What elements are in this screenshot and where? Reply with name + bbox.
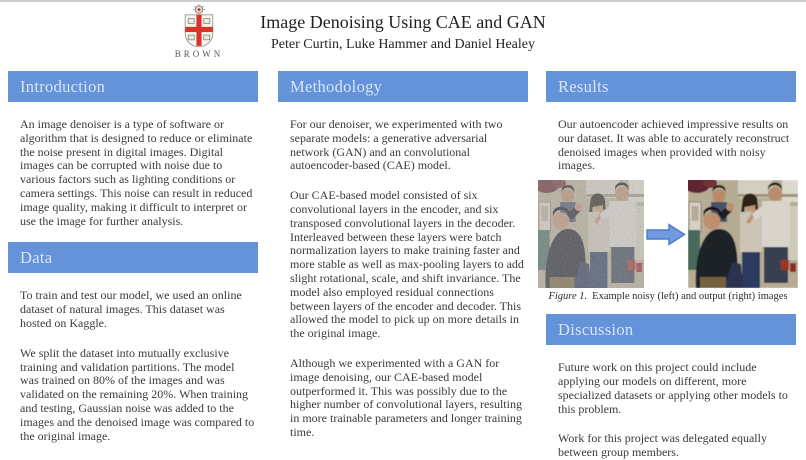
section-heading-introduction xyxy=(8,71,258,102)
section-heading-data xyxy=(8,242,258,273)
discussion-paragraph: Work for this project was delegated equally between group members. xyxy=(558,431,767,460)
denoised-output-image xyxy=(688,180,798,288)
methodology-paragraph: Although we experimented with a GAN for image denoising, our CAE-based model outperformed it. This was possibly due to the higher number of convolutional layers, resulting in more trainable parameters and longer training time. xyxy=(290,355,522,439)
figure-label: Figure 1. xyxy=(548,291,588,303)
figure-caption-text: Example noisy (left) and output (right) images xyxy=(592,291,788,303)
discussion-paragraph: Future work on this project could include applying our models on different, more specialized datasets or applying other models to this problem. xyxy=(558,360,788,416)
section-heading-label: Results xyxy=(558,76,609,96)
noisy-input-image xyxy=(538,180,644,288)
data-paragraph: To train and test our model, we used an online dataset of natural images. This dataset was hosted on Kaggle. xyxy=(20,288,242,330)
column-left xyxy=(8,71,258,443)
results-paragraph: Our autoencoder achieved impressive results on our dataset. It was able to accurately reconstruct denoised images when provided with noisy images. xyxy=(558,117,790,173)
figure-1 xyxy=(538,180,798,288)
methodology-paragraph: Our CAE-based model consisted of six convolutional layers in the encoder, and six transposed convolutional layers in the decoder. Interleaved between these layers were batch normalization layers to make training faster and more stable as well as max-pooling layers to add slight rotational, scale, and shift invariance. The model also employed residual connections between layers of the encoder and decoder. This allowed the model to pick up on more details in the original image. xyxy=(290,188,524,341)
section-heading-label: Introduction xyxy=(20,76,106,96)
section-heading-discussion xyxy=(546,314,796,345)
section-heading-methodology xyxy=(278,71,528,102)
methodology-paragraph: For our denoiser, we experimented with two separate models: a generative adversarial network (GAN) and an convolutional autoencoder-based (CAE) model. xyxy=(290,117,503,173)
right-arrow-icon xyxy=(646,223,686,246)
section-heading-label: Data xyxy=(20,247,53,267)
poster-top-edge xyxy=(0,0,806,2)
arrow-container xyxy=(644,223,688,246)
poster-title: Image Denoising Using CAE and GAN xyxy=(260,12,546,32)
data-paragraph: We split the dataset into mutually exclusive training and validation partitions. The model was trained on 80% of the images and was validated on the remaining 20%. When training and testing, Gaussian noise was added to the images and the denoised image was compared to the original image. xyxy=(20,345,255,443)
section-heading-results xyxy=(546,71,796,102)
brown-wordmark: BROWN xyxy=(174,49,224,59)
section-heading-label: Methodology xyxy=(290,76,383,96)
figure-caption xyxy=(538,291,798,302)
introduction-paragraph: An image denoiser is a type of software or algorithm that is designed to reduce or eliminate the noise present in digital images. Digital images can be corrupted with noise due to various factors such as lighting conditions or camera settings. This noise can result in reduced image quality, making it difficult to interpret or use the image for further analysis. xyxy=(20,117,253,228)
column-middle xyxy=(278,71,528,440)
column-right xyxy=(546,71,796,460)
section-heading-label: Discussion xyxy=(558,319,634,339)
poster-authors: Peter Curtin, Luke Hammer and Daniel Healey xyxy=(271,37,535,52)
